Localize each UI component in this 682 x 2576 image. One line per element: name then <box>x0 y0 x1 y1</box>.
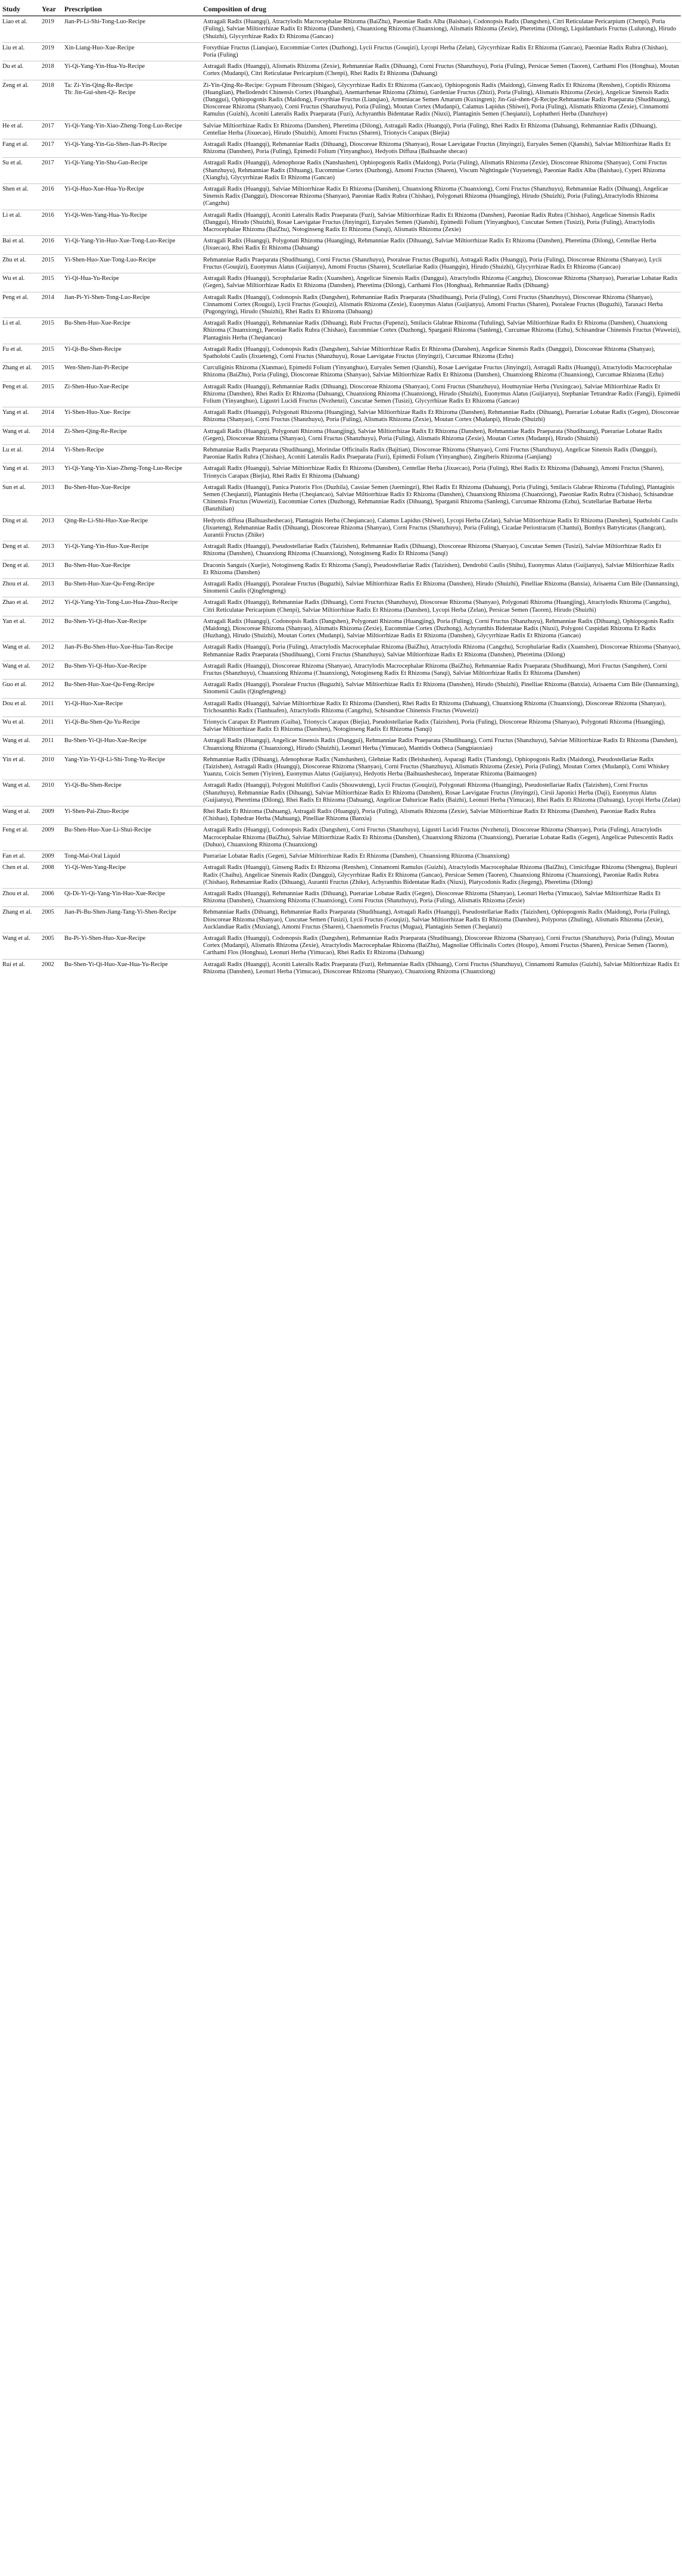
cell-prescription: Bu-Shen-Yi-Qi-Huo-Xue-Hua-Yu-Recipe <box>64 961 168 968</box>
cell-prescription: Yi-Qi-Bu-Shen-Recipe <box>64 345 122 353</box>
cell-prescription: Tong-Mai-Oral Liquid <box>64 853 120 860</box>
cell-composition: Astragali Radix (Huangqi), Adenophorae Radix (Nanshashen), Ophiopogonis Radix (Maidong), Poria (Fuling), Alismatis Rhizoma (Zexie), Dioscoreae Rhizoma (Shanyao), Corni Fructus (Shanzhuyu), Rehmanniae Radix (Dihuang), Eucommiae Cortex (Duzhong), Amomi Fructus (Sharen), Viscum Nightingale (Yuyueteng), Paeoniae Radix Alba (Baishao), Cyperi Rhizoma (Xiangfu), Glycyrrhizae Radix Et Rhizoma (Gancao) <box>203 160 667 181</box>
cell-composition: Astragali Radix (Huangqi), Psoraleae Fructus (Buguzhi), Salviae Miltiorrhizae Radix Et Rhizoma (Danshen), Hirudo (Shuizhi), Pinelliae Rhizoma (Banxia), Arisaema Cum Bile (Dannanxing), Sinomenii Caulis (Qingfengteng) <box>203 681 680 696</box>
cell-composition: Astragali Radix (Huangqi), Poria (Fuling), Atractylodis Macrocephalae Rhizoma (BaiZhu), Atractylodis Rhizoma (Cangzhu), Scrophulariae Radix (Xuanshen), Dioscoreae Rhizoma (Shanyao), Rehmanniae Radix Praeparata (Shudihuang), Corni Fructus (Shanzhuyu), Salviae Miltiorrhizae Radix Et Rhizoma (Danshen), Pheretima (Dilong) <box>203 644 681 658</box>
cell-year: 2012 <box>42 662 54 669</box>
cell-year: 2009 <box>42 808 54 815</box>
table-row <box>2 933 681 959</box>
table-row <box>2 616 681 642</box>
cell-study: Li et al. <box>2 211 22 219</box>
cell-year: 2013 <box>42 484 54 491</box>
cell-year: 2018 <box>42 63 54 70</box>
cell-composition: Astragali Radix (Huangqi), Codonopsis Radix (Dangshen), Salviae Miltiorrhizae Radix Et Rhizoma (Danshen), Angelicae Sinensis Radix (Danggui), Dioscoreae Rhizoma (Shanyao), Spatholobi Caulis (Jixueteng), Corni Fructus (Shanzhuyu), Rosae Laevigatae Fructus (Jinyingzi), Curcumae Rhizoma (Ezhu) <box>203 345 655 360</box>
cell-composition: Astragali Radix (Huangqi), Ginseng Radix Et Rhizoma (Renshen), Cinnamomi Ramulus (Guizhi), Atractylodis Macrocephalae Rhizoma (BaiZhu), Cimicifugae Rhizoma (Shengma), Bupleuri Radix (Chaihu), Angelicae Sinensis Radix (Danggui), Glycyrrhizae Radix Et Rhizoma (Gancao), Persicae Semen (Taoren), Chuanxiong Rhizoma (Chuanxiong), Paeoniae Radix Rubra (Chishao), Rehmanniae Radix (Dihuang), Aurantii Fructus (Zhike), Achyranthis Bidentatae Radix (Niuxi), Platycodonis Radix (Jiegeng), Pheretima (Dilong) <box>203 864 678 886</box>
cell-study: Li et al. <box>2 320 22 327</box>
table-row <box>2 780 681 806</box>
cell-year: 2005 <box>42 935 54 942</box>
table-row <box>2 42 681 61</box>
cell-study: Wang et al. <box>2 428 30 435</box>
table-row <box>2 463 681 481</box>
cell-study: Zhu et al. <box>2 256 26 263</box>
cell-composition: Zi-Yin-Qing-Re-Recipe: Gypsum Fibrosum (Shigao), Glycyrrhizae Radix Et Rhizoma (Gancao), Ophiopogonis Radix (Maidong), Ginseng Radix Et Rhizoma (Renshen), Coptidis Rhizoma (Huanglian), Phellodendri Chinensis Cortex (Huangbai), Anemarrhenae Rhizoma (Zhimu), Gardeniae Fructus (Zhizi), Poria (Fuling), Alismatis Rhizoma (Zexie), Angelicae Sinensis Radix (Danggui), Ophiopogonis Radix (Maidong), Forsythiae Fructus (Lianqiao), Armeniacae Semen Amarum (Kuxingren); Jin-Gui-shen-Qi-Recipe:Rehmanniae Radix Praeparata (Shudihuang), Dioscoreae Rhizoma (Shanyao), Corni Fructus (Shanzhuyu), Poria (Fuling), Moutan Cortex (Mudanpi), Calamus Lapidus (Shiwei), Poria (Fuling), Alismatis Rhizoma (Zexie), Cinnamomi Ramulus (Guizhi), Aconiti Lateralis Radix Praeparata (Fuzi), Achyranthis Bidentatae Radix (Niuxi), Plantaginis Semen (Cheqianzi), Lophatheri Herba (Danzhuye) <box>203 82 671 118</box>
cell-prescription: Bu-Shen-Huo-Xue-Recipe <box>64 484 130 491</box>
cell-composition: Astragali Radix (Huangqi), Pseudostellariae Radix (Taizishen), Rehmanniae Radix (Dihuang), Dioscoreae Rhizoma (Shanyao), Cuscutae Semen (Tusizi), Salviae Miltiorrhizae Radix Et Rhizoma (Danshen), Chuanxiong Rhizoma (Chuanxiong), Notoginseng Radix Et Rhizoma (Sanqi) <box>203 543 662 557</box>
cell-prescription: Bu-Shen-Huo-Xue-Qu-Feng-Recipe <box>64 681 155 689</box>
cell-composition: Astragali Radix (Huangqi), Alismatis Rhizoma (Zexie), Rehmanniae Radix (Dihuang), Corni Fructus (Shanzhuyu), Poria (Fuling), Persicae Semen (Taoren), Carthami Flos (Honghua), Moutan Cortex (Mudanpi), Citri Reticulatae Pericarpium (Chenpi), Rhei Radix Et Rhizoma (Dahuang) <box>203 63 679 77</box>
cell-composition: Astragali Radix (Huangqi), Salviae Miltiorrhizae Radix Et Rhizoma (Danshen), Rhei Radix Et Rhizoma (Dahuang), Chuanxiong Rhizoma (Chuanxiong), Dioscoreae Rhizoma (Shanyao), Trichosanthis Radix (Tianhuafen), Atractylodis Rhizoma (Cangzhu), Schisandrae Chinensis Fructus (Wuweizi) <box>203 700 666 714</box>
cell-composition: Astragali Radix (Huangqi), Psoraleae Fructus (Buguzhi), Salviae Miltiorrhizae Radix Et Rhizoma (Danshen), Hirudo (Shuizhi), Pinelliae Rhizoma (Banxia), Arisaema Cum Bile (Dannanxing), Sinomenii Caulis (Qingfengteng) <box>203 581 680 595</box>
cell-prescription: Yi-Shen-Huo-Xue- Recipe <box>64 409 131 416</box>
cell-composition: Astragali Radix (Huangqi), Salviae Miltiorrhizae Radix Et Rhizoma (Danshen), Centellae Herba (Jixuecao), Poria (Fuling), Rhei Radix Et Rhizoma (Dahuang), Amomi Fructus (Sharen), Trionycis Carapax (Biejia), Rhei Radix Et Rhizoma (Dahuang) <box>203 465 664 479</box>
cell-composition: Astragali Radix (Huangqi), Atractylodis Macrocephalae Rhizoma (BaiZhu), Paeoniae Radix Alba (Baishao), Codonopsis Radix (Dangshen), Citri Reticulatae Pericarpium (Chenpi), Poria (Fuling), Salviae Miltiorrhizae Radix Et Rhizoma (Danshen), Chuanxiong Rhizoma (Chuanxiong), Alismatis Rhizoma (Zexie), Pheretima (Dilong), Liquidambaris Fructus (Lulutong), Hirudo (Shuizhi), Glycyrrhizae Radix Et Rhizoma (Gancao) <box>203 18 677 40</box>
cell-composition: Astragali Radix (Huangqi), Salviae Miltiorrhizae Radix Et Rhizoma (Danshen), Chuanxiong Rhizoma (Chuanxiong), Corni Fructus (Shanzhuyu), Rehmanniae Radix (Dihuang), Angelicae Sinensis Radix (Danggui), Dioscoreae Rhizoma (Shanyao), Paeoniae Radix Rubra (Chishao), Polygonati Rhizoma (Huangjing), Hirudo (Shuizhi), Poria (Fuling),Atractylodis Rhizoma (Cangzhu) <box>203 186 668 207</box>
cell-prescription: Bu-Shen-Yi-Qi-Huo-Xue-Recipe <box>64 662 147 669</box>
cell-study: Sun et al. <box>2 484 26 491</box>
cell-prescription: Yi-Qi-Bu-Shen-Qu-Yu-Recipe <box>64 719 140 726</box>
cell-composition: Astragali Radix (Huangqi), Codonopsis Radix (Dangshen), Polygonati Rhizoma (Huangjing), Poria (Fuling), Corni Fructus (Shanzhuyu), Rehmanniae Radix (Dihuang), Ophiopogonis Radix (Maidong), Dioscoreae Rhizoma (Shanyao), Alismatis Rhizoma (Zexie), Eucommiae Cortex (Duzhong), Achyranthis Bidentatae Radix (Niuxi), Polygoni Cuspidati Rhizoma Et Radix (Huzhang), Hirudo (Shuizhi), Moutan Cortex (Mudanpi), Salviae Miltiorrhizae Radix Et Rhizoma (Danshen), Glycyrrhizae Radix Et Rhizoma (Gancao) <box>203 618 674 640</box>
header-study: Study <box>2 5 21 13</box>
cell-composition: Curculiginis Rhizoma (Xianmao), Epimedii Folium (Yinyanghuo), Euryales Semen (Qianshi), Rosae Laevigatae Fructus (Jinyingzi), Astragali Radix (Huangqi), Atractylodis Macrocephalae Rhizoma (BaiZhu), Poria (Fuling), Dioscoreae Rhizoma (Shanyao), Salviae Miltiorrhizae Radix Et Rhizoma (Danshen), Chuanxiong Rhizoma (Chuanxiong), Curcumae Rhizoma (Ezhu) <box>203 365 672 379</box>
cell-study: Zhang et al. <box>2 365 32 372</box>
cell-composition: Astragali Radix (Huangqi), Polygonati Rhizoma (Huangjing), Salviae Miltiorrhizae Radix Et Rhizoma (Danshen), Rehmanniae Radix Praeparata (Shudihuang), Puerariae Lobatae Radix (Gegen), Dioscoreae Rhizoma (Shanyao), Corni Fructus (Shanzhuyu), Poria (Fuling), Alismatis Rhizoma (Zexie), Moutan Cortex (Mudanpi), Hirudo (Shuizhi) <box>203 428 663 442</box>
drug-composition-table <box>0 0 682 977</box>
header-prescription: Prescription <box>64 5 102 13</box>
cell-year: 2016 <box>42 211 54 219</box>
cell-year: 2012 <box>42 644 54 651</box>
table-row <box>2 851 681 862</box>
cell-composition: Astragali Radix (Huangqi), Angelicae Sinensis Radix (Danggui), Rehmanniae Radix Praeparata (Shudihuang), Corni Fructus (Shanzhuyu), Salviae Miltiorrhizae Radix Et Rhizoma (Danshen), Chuanxiong Rhizoma (Chuanxiong), Hirudo (Shuizhi), Leonuri Herba (Yimucao), Mantidis Ootheca (Sangpiaoxiao) <box>203 737 678 752</box>
cell-year: 2009 <box>42 853 54 860</box>
table-row <box>2 959 681 977</box>
cell-year: 2011 <box>42 719 54 726</box>
cell-prescription: Yi-Qi-Yang-Yin-Huo-Xue-Recipe <box>64 543 149 550</box>
table-row <box>2 560 681 578</box>
cell-composition: Astragali Radix (Huangqi), Aconiti Lateralis Radix Praeparata (Fuzi), Salviae Miltiorrhizae Radix Et Rhizoma (Danshen), Paeoniae Radix Rubra (Chishao), Angelicae Sinensis Radix (Danggui), Hirudo (Shuizhi), Rosae Laevigatae Fructus (Jinyingzi), Euryales Semen (Qianshi), Epimedii Folium (Yinyanghuo), Cuscutae Semen (Tusizi), Poria (Fuling), Atractylodis Macrocephalae Rhizoma (BaiZhu), Notoginseng Radix Et Rhizoma (Sanqi), Alismatis Rhizoma (Zexie) <box>203 211 655 233</box>
cell-composition: Astragali Radix (Huangqi), Scrophulariae Radix (Xuanshen), Angelicae Sinensis Radix (Danggui), Atractylodis Rhizoma (Cangzhu), Dioscoreae Rhizoma (Shanyao), Puerariae Lobatae Radix (Gegen), Salviae Miltiorrhizae Radix Et Rhizoma (Danshen), Pheretima (Dilong), Carthami Flos (Honghua), Rehmanniae Radix (Dihuang) <box>203 275 678 289</box>
table-row <box>2 120 681 139</box>
cell-study: Wang et al. <box>2 737 30 745</box>
cell-year: 2017 <box>42 122 54 129</box>
table-row <box>2 541 681 559</box>
cell-prescription: Yi-Qi-Hua-Yu-Recipe <box>64 275 119 282</box>
cell-year: 2012 <box>42 681 54 689</box>
cell-study: Fu et al. <box>2 345 23 353</box>
cell-prescription: Yi-Shen-Recipe <box>64 446 104 453</box>
cell-prescription: Wen-Shen-Jian-Pi-Recipe <box>64 365 129 372</box>
table-row <box>2 754 681 780</box>
cell-study: Yang et al. <box>2 409 29 416</box>
cell-composition: Astragali Radix (Huangqi), Codonopsis Radix (Dangshen), Rehmanniae Radix Praeparata (Shudihuang), Poria (Fuling), Corni Fructus (Shanzhuyu), Dioscoreae Rhizoma (Shanyao), Cinnamomi Cortex (Rougui), Lycii Fructus (Gouqizi), Alismatis Rhizoma (Zexie), Euonymus Alatus (Guijianyu), Amomi Fructus (Sharen), Psoraleae Fructus (Buguzhi), Taraxaci Herba (Pugongying), Hirudo (Shuizhi), Rhei Radix Et Rhizoma (Dahuang) <box>203 294 663 315</box>
cell-prescription: Jian-Pi-Yi-Shen-Tong-Luo-Recipe <box>64 294 150 301</box>
table-row <box>2 80 681 120</box>
cell-year: 2013 <box>42 562 54 569</box>
table-row <box>2 515 681 541</box>
cell-prescription: Yi-Qi-Yang-Yin-Hua-Yu-Recipe <box>64 63 145 70</box>
table-row <box>2 426 681 444</box>
cell-study: Zeng et al. <box>2 82 29 89</box>
cell-study: Dou et al. <box>2 700 27 707</box>
cell-composition: Astragali Radix (Huangqi), Polygonati Rhizoma (Huangjing), Salviae Miltiorrhizae Radix Et Rhizoma (Danshen), Rehmanniae Radix (Dihuang), Puerariae Lobatae Radix (Gegen), Dioscoreae Rhizoma (Shanyao), Corni Fructus (Shanzhuyu), Poria (Fuling), Alismatis Rhizoma (Zexie), Moutan Cortex (Mudanpi), Hirudo (Shuizhi) <box>203 409 680 423</box>
table-row <box>2 183 681 210</box>
cell-year: 2015 <box>42 275 54 282</box>
cell-study: Bai et al. <box>2 238 25 245</box>
cell-composition: Hedyotis diffusa (Baihuasheshecao), Plantaginis Herba (Cheqiancao), Calamus Lapidus (Shiwei), Lycopi Herba (Zelan), Salviae Miltiorrhizae Radix Et Rhizoma (Danshen), Spatholobi Caulis (Jixueteng), Rehmanniae Radix (Dihuang), Dioscoreae Rhizoma (Shanyao), Corni Fructus (Shanzhuyu), Poria (Fuling), Cicadae Periostracum (Chantui), Bombyx Batryticatus (Jiangcan), Aurantii Fructus (Zhike) <box>203 517 678 538</box>
cell-year: 2018 <box>42 82 54 89</box>
cell-year: 2011 <box>42 700 54 707</box>
cell-year: 2006 <box>42 890 54 897</box>
table-row <box>2 578 681 597</box>
cell-prescription: Yi-Qi-Yang-Yin-Gu-Shen-Jian-Pi-Recipe <box>64 141 167 148</box>
table-row <box>2 210 681 236</box>
table-row <box>2 61 681 79</box>
cell-study: Feng et al. <box>2 827 29 834</box>
cell-prescription: Zi-Shen-Qing-Re-Recipe <box>64 428 127 435</box>
table-row <box>2 679 681 697</box>
table-row <box>2 273 681 291</box>
cell-composition: Rehmanniae Radix (Dihuang), Adenophorae Radix (Nanshashen), Glehniae Radix (Beishashen), Asparagi Radix (Tiandong), Ophiopogonis Radix (Maidong), Pseudostellariae Radix (Taizishen), Astragali Radix (Huangqi), Dioscoreae Rhizoma (Shanyao), Corni Fructus (Shanzhuyu), Alismatis Rhizoma (Zexie), Poria (Fuling), Moutan Cortex (Mudanpi), Corni Whiskey Yuanzu, Coicis Semen (Yiyiren), Euonymus Alatus (Guijianyu), Hedyotis Herba (Baihuasheshecao), Imperatae Rhizoma (Baimaogen) <box>203 756 669 778</box>
cell-year: 2016 <box>42 238 54 245</box>
cell-study: Zhang et al. <box>2 909 32 916</box>
cell-year: 2002 <box>42 961 54 968</box>
cell-year: 2014 <box>42 294 54 301</box>
header-year: Year <box>42 5 56 13</box>
table-row <box>2 888 681 907</box>
cell-composition: Astragali Radix (Huangqi), Polygoni Multiflori Caulis (Shouwuteng), Lycii Fructus (Gouqizi), Polygonati Rhizoma (Huangjing), Pseudostellariae Radix (Taizishen), Corni Fructus (Shanzhuyu), Rehmanniae Radix (Dihuang), Salviae Miltiorrhizae Radix Et Rhizoma (Danshen), Rosae Laevigatae Fructus (Jinyingzi), Cirsii Japonici Herba (Daji), Euonymus Alatus (Guijianyu), Pheretima (Dilong), Rhei Radix Et Rhizoma (Dahuang), Angelicae Dahuricae Radix (Baizhi), Leonuri Herba (Yimucao), Rhei Radix Et Rhizoma (Dahuang), Lycopi Herba (Zelan) <box>203 782 680 803</box>
cell-composition: Astragali Radix (Huangqi), Rehmanniae Radix (Dihuang), Dioscoreae Rhizoma (Shanyao), Rosae Laevigatae Fructus (Jinyingzi), Euryales Semen (Qianshi), Salviae Miltiorrhizae Radix Et Rhizoma (Danshen), Poria (Fuling), Epimedii Folium (Yinyanghuo), Hedyotis Diffusa (Baihuashe shecao) <box>203 141 671 155</box>
cell-study: Guo et al. <box>2 681 27 689</box>
cell-year: 2015 <box>42 383 54 390</box>
cell-study: Deng et al. <box>2 562 30 569</box>
cell-prescription: Jian-Pi-Bu-Shen-Jiang-Tang-Yi-Shen-Recipe <box>64 909 176 916</box>
table-row <box>2 235 681 254</box>
cell-year: 2010 <box>42 756 54 763</box>
table-row <box>2 157 681 183</box>
cell-year: 2010 <box>42 782 54 789</box>
cell-prescription: Xin-Liang-Huo-Xue-Recipe <box>64 44 135 51</box>
cell-study: He et al. <box>2 122 23 129</box>
cell-year: 2014 <box>42 409 54 416</box>
cell-study: Lu et al. <box>2 446 23 453</box>
cell-year: 2012 <box>42 599 54 606</box>
cell-study: Peng et al. <box>2 383 29 390</box>
table-header-row <box>2 4 681 16</box>
cell-study: Chen et al. <box>2 864 29 871</box>
cell-prescription: Yi-Qi-Bu-Shen-Recipe <box>64 782 122 789</box>
table-row <box>2 344 681 362</box>
table-row <box>2 381 681 407</box>
cell-prescription: Yi-Qi-Huo-Xue-Hua-Yu-Recipe <box>64 186 144 193</box>
cell-study: Zhao et al. <box>2 599 29 606</box>
cell-prescription: Yi-Shen-Pai-Zhuo-Recipe <box>64 808 129 815</box>
cell-prescription: Bu-Shen-Huo-Xue-Recipe <box>64 320 130 327</box>
cell-study: Wang et al. <box>2 662 30 669</box>
cell-prescription: Yi-Qi-Huo-Xue-Recipe <box>64 700 123 707</box>
cell-prescription: Bu-Shen-Yi-Qi-Huo-Xue-Recipe <box>64 618 147 625</box>
cell-prescription: Bu-Pi-Yi-Shen-Huo-Xue-Recipe <box>64 935 146 942</box>
table-row <box>2 407 681 425</box>
table-row <box>2 806 681 824</box>
cell-study: Yan et al. <box>2 618 26 625</box>
cell-study: Yang et al. <box>2 465 29 472</box>
cell-composition: Rehmanniae Radix (Dihuang), Rehmanniae Radix Praeparata (Shudihuang), Astragali Radix (Huangqi), Pseudostellariae Radix (Taizishen), Ophiopogonis Radix (Maidong), Poria (Fuling), Dioscoreae Rhizoma (Shanyao), Cuscutae Semen (Tusizi), Lycii Fructus (Gouqizi), Salviae Miltiorrhizae Radix Et Rhizoma (Danshen), Polyporus (Zhuling), Alismatis Rhizoma (Zexie), Aucklandiae Radix (Muxiang), Amomi Fructus (Sharen), Chaenomelis Fructus (Mugua), Plantaginis Semen (Cheqianzi) <box>203 909 671 930</box>
cell-composition: Astragali Radix (Huangqi), Rehmanniae Radix (Dihuang), Dioscoreae Rhizoma (Shanyao), Corni Fructus (Shanzhuyu), Houttuyniae Herba (Yuxingcao), Salviae Miltiorrhizae Radix Et Rhizoma (Danshen), Rhei Radix Et Rhizoma (Dahuang), Chuanxiong Rhizoma (Chuanxiong), Hirudo (Shuizhi), Euonymus Alatus (Guijianyu), Stephaniae Tetrandrae Radix (Fangji), Epimedii Folium (Yinyanghuo), Ligustri Lucidi Fructus (Nvzhenzi), Cuscutae Semen (Tusizi), Glycyrrhizae Radix Et Rhizoma (Gancao) <box>203 383 681 404</box>
cell-prescription: Yi-Qi-Wen-Yang-Recipe <box>64 864 126 871</box>
cell-study: Rui et al. <box>2 961 25 968</box>
cell-year: 2009 <box>42 827 54 834</box>
cell-study: Deng et al. <box>2 543 30 550</box>
cell-year: 2005 <box>42 909 54 916</box>
cell-prescription: Bu-Shen-Yi-Qi-Huo-Xue-Recipe <box>64 737 147 745</box>
table-row <box>2 661 681 679</box>
cell-composition: Astragali Radix (Huangqi), Aconiti Lateralis Radix Praeparata (Fuzi), Rehmanniae Radix (Dihuang), Corni Fructus (Shanzhuyu), Cinnamomi Ramulus (Guizhi), Salviae Miltiorrhizae Radix Et Rhizoma (Danshen), Leonuri Herba (Yimucao), Dioscoreae Rhizoma (Shanyao), Chuanxiong Rhizoma (Chuanxiong) <box>203 961 680 975</box>
table-row <box>2 444 681 463</box>
header-composition: Composition of drug <box>203 5 267 13</box>
cell-study: Yin et al. <box>2 756 25 763</box>
cell-prescription: Yi-Shen-Huo-Xue-Tong-Luo-Recipe <box>64 256 156 263</box>
cell-composition: Astragali Radix (Huangqi), Panica Pratorix Flos (Duzhila), Cassiae Semen (Juemingzi), Rhei Radix Et Rhizoma (Dahuang), Poria (Fuling), Smilacis Glabrae Rhizoma (Tufuling), Plantaginis Semen (Cheqianzi), Plantaginis Herba (Cheqiancao), Salviae Miltiorrhizae Radix Et Rhizoma (Danshen), Chuanxiong Rhizoma (Chuanxiong), Paeoniae Radix Rubra (Chishao), Schisandrae Chinensis Fructus (Wuweizi), Eucommiae Cortex (Duzhong), Rehmanniae Radix (Dihuang), Sparganii Rhizoma (Sanleng), Curcumae Rhizoma (Ezhu), Scutellariae Barbatae Herba (Banzhilian) <box>203 484 675 513</box>
cell-prescription: Qi-Di-Yi-Qi-Yang-Yin-Huo-Xue-Recipe <box>64 890 166 897</box>
cell-year: 2016 <box>42 186 54 193</box>
cell-year: 2013 <box>42 581 54 587</box>
table-row <box>2 735 681 753</box>
table-row <box>2 641 681 660</box>
table-row <box>2 862 681 888</box>
cell-year: 2014 <box>42 446 54 453</box>
cell-composition: Draconis Sanguis (Xuejie), Notoginseng Radix Et Rhizoma (Sanqi), Pseudostellariae Radix (Taizishen), Dendrobii Caulis (Shihu), Euonymus Alatus (Guijianyu), Salviae Miltiorrhizae Radix Et Rhizoma (Danshen) <box>203 562 675 576</box>
cell-prescription: Yi-Qi-Yang-Yin-Shu-Gan-Recipe <box>64 160 148 167</box>
cell-year: 2019 <box>42 44 54 51</box>
table-row <box>2 824 681 851</box>
cell-year: 2008 <box>42 864 54 871</box>
cell-year: 2015 <box>42 345 54 353</box>
cell-prescription: Ta: Zi-Yin-Qing-Re-Recipe Tb: Jin-Gui-shen-Qi- Recipe <box>64 82 136 96</box>
cell-year: 2017 <box>42 141 54 148</box>
cell-year: 2015 <box>42 365 54 372</box>
cell-study: Wang et al. <box>2 808 30 815</box>
cell-study: Wang et al. <box>2 782 30 789</box>
cell-prescription: Zi-Shen-Huo-Xue-Recipe <box>64 383 129 390</box>
cell-study: Wang et al. <box>2 644 30 651</box>
cell-prescription: Yi-Qi-Yang-Yin-Huo-Xue-Tong-Luo-Recipe <box>64 238 176 245</box>
cell-study: Liu et al. <box>2 44 25 51</box>
cell-year: 2017 <box>42 160 54 167</box>
table-row <box>2 254 681 273</box>
cell-composition: Astragali Radix (Huangqi), Rehmanniae Radix (Dihuang), Corni Fructus (Shanzhuyu), Dioscoreae Rhizoma (Shanyao), Polygonati Rhizoma (Huangjing), Atractylodis Rhizoma (Cangzhu), Citri Reticulatae Pericarpium (Chenpi), Salviae Miltiorrhizae Radix Et Rhizoma (Danshen), Lycopi Herba (Zelan), Persicae Semen (Taoren), Hirudo (Shuizhi) <box>203 599 671 613</box>
table-row <box>2 317 681 344</box>
cell-composition: Forsythiae Fructus (Lianqiao), Eucommiae Cortex (Duzhong), Lycii Fructus (Gouqizi), Lycopi Herba (Zelan), Glycyrrhizae Radix Et Rhizoma (Gancao), Paeoniae Radix Rubra (Chishao), Poria (Fuling) <box>203 44 668 59</box>
table-row <box>2 139 681 157</box>
cell-study: Su et al. <box>2 160 23 167</box>
cell-study: Wu et al. <box>2 275 25 282</box>
cell-composition: Astragali Radix (Huangqi), Rehmanniae Radix (Dihuang), Rubi Fructus (Fupenzi), Smilacis Glabrae Rhizoma (Tufuling), Salviae Miltiorrhizae Radix Et Rhizoma (Danshen), Chuanxiong Rhizoma (Chuanxiong), Paeoniae Radix Rubra (Chishao), Eucommiae Cortex (Duzhong), Sparganii Rhizoma (Sanleng), Curcumae Rhizoma (Ezhu), Schisandrae Chinensis Fructus (Wuweizi), Plantaginis Herba (Cheqiancao) <box>203 320 681 341</box>
cell-prescription: Jian-Pi-Bu-Shen-Huo-Xue-Hua-Tan-Recipe <box>64 644 173 651</box>
cell-study: Fang et al. <box>2 141 29 148</box>
table-row <box>2 16 681 42</box>
cell-composition: Astragali Radix (Huangqi), Codonopsis Radix (Dangshen), Corni Fructus (Shanzhuyu), Ligustri Lucidi Fructus (Nvzhenzi), Dioscoreae Rhizoma (Shanyao), Poria (Fuling), Atractylodis Macrocephalae Rhizoma (BaiZhu), Salviae Miltiorrhizae Radix Et Rhizoma (Danshen), Chuanxiong Rhizoma (Chuanxiong), Puerariae Lobatae Radix (Gegen), Angelicae Pubescentis Radix (Duhuo), Chuanxiong Rhizoma (Chuanxiong) <box>203 827 674 848</box>
table-row <box>2 482 681 515</box>
cell-prescription: Qing-Re-Li-Shi-Huo-Xue-Recipe <box>64 517 148 524</box>
table-row <box>2 597 681 615</box>
cell-study: Wu et al. <box>2 719 25 726</box>
table-row <box>2 907 681 933</box>
cell-year: 2015 <box>42 320 54 327</box>
cell-composition: Puerariae Lobatae Radix (Gegen), Salviae Miltiorrhizae Radix Et Rhizoma (Danshen), Chuanxiong Rhizoma (Chuanxiong) <box>203 853 510 860</box>
cell-year: 2011 <box>42 737 54 745</box>
cell-composition: Astragali Radix (Huangqi), Rehmanniae Radix (Dihuang), Puerariae Lobatae Radix (Gegen), Dioscoreae Rhizoma (Shanyao), Leonuri Herba (Yimucao), Salviae Miltiorrhizae Radix Et Rhizoma (Danshen), Chuanxiong Rhizoma (Chuanxiong), Corni Fructus (Shanzhuyu), Poria (Fuling), Alismatis Rhizoma (Zexie) <box>203 890 661 905</box>
cell-composition: Astragali Radix (Huangqi), Polygonati Rhizoma (Huangjing), Rehmanniae Radix (Dihuang), Salviae Miltiorrhizae Radix Et Rhizoma (Danshen), Pheretima (Dilong), Centellae Herba (Jixuecao), Rhei Radix Et Rhizoma (Dahuang) <box>203 238 656 252</box>
cell-study: Fan et al. <box>2 853 26 860</box>
table-row <box>2 698 681 717</box>
cell-prescription: Yang-Yin-Yi-Qi-Li-Shi-Tong-Yu-Recipe <box>64 756 166 763</box>
cell-year: 2012 <box>42 618 54 625</box>
cell-prescription: Bu-Shen-Huo-Xue-Qu-Feng-Recipe <box>64 581 155 587</box>
cell-prescription: Bu-Shen-Huo-Xue-Li-Shui-Recipe <box>64 827 152 834</box>
cell-year: 2013 <box>42 465 54 472</box>
cell-prescription: Yi-Qi-Yang-Yin-Xiao-Zheng-Tong-Luo-Recipe <box>64 465 182 472</box>
cell-year: 2013 <box>42 517 54 524</box>
cell-year: 2014 <box>42 428 54 435</box>
cell-composition: Salviae Miltiorrhizae Radix Et Rhizoma (Danshen), Pheretima (Dilong), Astragali Radix (Huangqi), Poria (Fuling), Rhei Radix Et Rhizoma (Dahuang), Rehmanniae Radix (Dihuang), Centellae Herba (Jixuecao), Hirudo (Shuizhi), Amomi Fructus (Sharen), Trionycis Carapax (Biejia) <box>203 122 657 136</box>
cell-year: 2013 <box>42 543 54 550</box>
cell-prescription: Yi-Qi-Yang-Yin-Tong-Luo-Hua-Zhuo-Recipe <box>64 599 178 606</box>
cell-study: Du et al. <box>2 63 24 70</box>
table-row <box>2 362 681 381</box>
table-row <box>2 717 681 735</box>
cell-prescription: Yi-Qi-Wen-Yang-Hua-Yu-Recipe <box>64 211 147 219</box>
cell-study: Shen et al. <box>2 186 29 193</box>
cell-study: Peng et al. <box>2 294 29 301</box>
cell-composition: Trionycis Carapax Et Plastrum (Guiba), Trionycis Carapax (Biejia), Pseudostellariae Radix (Taizishen), Poria (Fuling), Dioscoreae Rhizoma (Shanyao), Polygonati Rhizoma (Huangjing), Salviae Miltiorrhizae Radix Et Rhizoma (Danshen), Notoginseng Radix Et Rhizoma (Sanqi) <box>203 719 665 733</box>
table-row <box>2 292 681 318</box>
cell-composition: Astragali Radix (Huangqi), Dioscoreae Rhizoma (Shanyao), Atractylodis Macrocephalae Rhizoma (BaiZhu), Rehmanniae Radix Praeparata (Shudihuang), Mori Fructus (Sangshen), Corni Fructus (Shanzhuyu), Chuanxiong Rhizoma (Chuanxiong), Notoginseng Radix Et Rhizoma (Sanqi), Salviae Miltiorrhizae Radix Et Rhizoma (Danshen) <box>203 662 668 677</box>
cell-prescription: Yi-Qi-Yang-Yin-Xiao-Zheng-Tong-Luo-Recipe <box>64 122 182 129</box>
cell-year: 2015 <box>42 256 54 263</box>
cell-study: Zhou et al. <box>2 581 29 587</box>
table-body <box>2 16 681 977</box>
cell-study: Zhou et al. <box>2 890 29 897</box>
cell-year: 2019 <box>42 18 54 26</box>
cell-composition: Rhei Radix Et Rhizoma (Dahuang), Astragali Radix (Huangqi), Poria (Fuling), Alismatis Rhizoma (Zexie), Salviae Miltiorrhizae Radix Et Rhizoma (Danshen), Paeoniae Radix Rubra (Chishao), Ephedrae Herba (Mahuang), Pinelliae Rhizoma (Banxia) <box>203 808 656 823</box>
cell-composition: Astragali Radix (Huangqi), Codonopsis Radix (Dangshen), Rehmanniae Radix Praeparata (Shudihuang), Dioscoreae Rhizoma (Shanyao), Corni Fructus (Shanzhuyu), Poria (Fuling), Moutan Cortex (Mudanpi), Alismatis Rhizoma (Zexie), Atractylodis Macrocephalae Rhizoma (BaiZhu), Magnoliae Officinalis Cortex (Houpo), Amomi Fructus (Sharen), Persicae Semen (Taoren), Carthami Flos (Honghua), Leonuri Herba (Yimucao), Rhei Radix Et Rhizoma (Dahuang) <box>203 935 674 957</box>
cell-composition: Rehmanniae Radix Praeparata (Shudihuang), Corni Fructus (Shanzhuyu), Psoraleae Fructus (Buguzhi), Astragali Radix (Huangqi), Poria (Fuling), Dioscoreae Rhizoma (Shanyao), Lycii Fructus (Gouqizi), Euonymus Alatus (Guijianyu), Amomi Fructus (Sharen), Scutellariae Radix (Huangqin), Hirudo (Shuizhi), Glycyrrhizae Radix Et Rhizoma (Gancao) <box>203 256 662 270</box>
cell-study: Ding et al. <box>2 517 29 524</box>
cell-prescription: Bu-Shen-Huo-Xue-Recipe <box>64 562 130 569</box>
cell-composition: Rehmanniae Radix Praeparata (Shudihuang), Morindae Officinalis Radix (Bajitian), Dioscoreae Rhizoma (Shanyao), Corni Fructus (Shanzhuyu), Angelicae Sinensis Radix (Danggui), Paeoniae Radix Rubra (Chishao), Aconiti Lateralis Radix Praeparata (Fuzi), Epimedii Folium (Yinyanghuo), Zingiberis Rhizoma (Ganjiang) <box>203 446 658 461</box>
cell-prescription: Jian-Pi-Li-Shi-Tong-Luo-Recipe <box>64 18 146 26</box>
cell-study: Liao et al. <box>2 18 27 26</box>
cell-study: Wang et al. <box>2 935 30 942</box>
